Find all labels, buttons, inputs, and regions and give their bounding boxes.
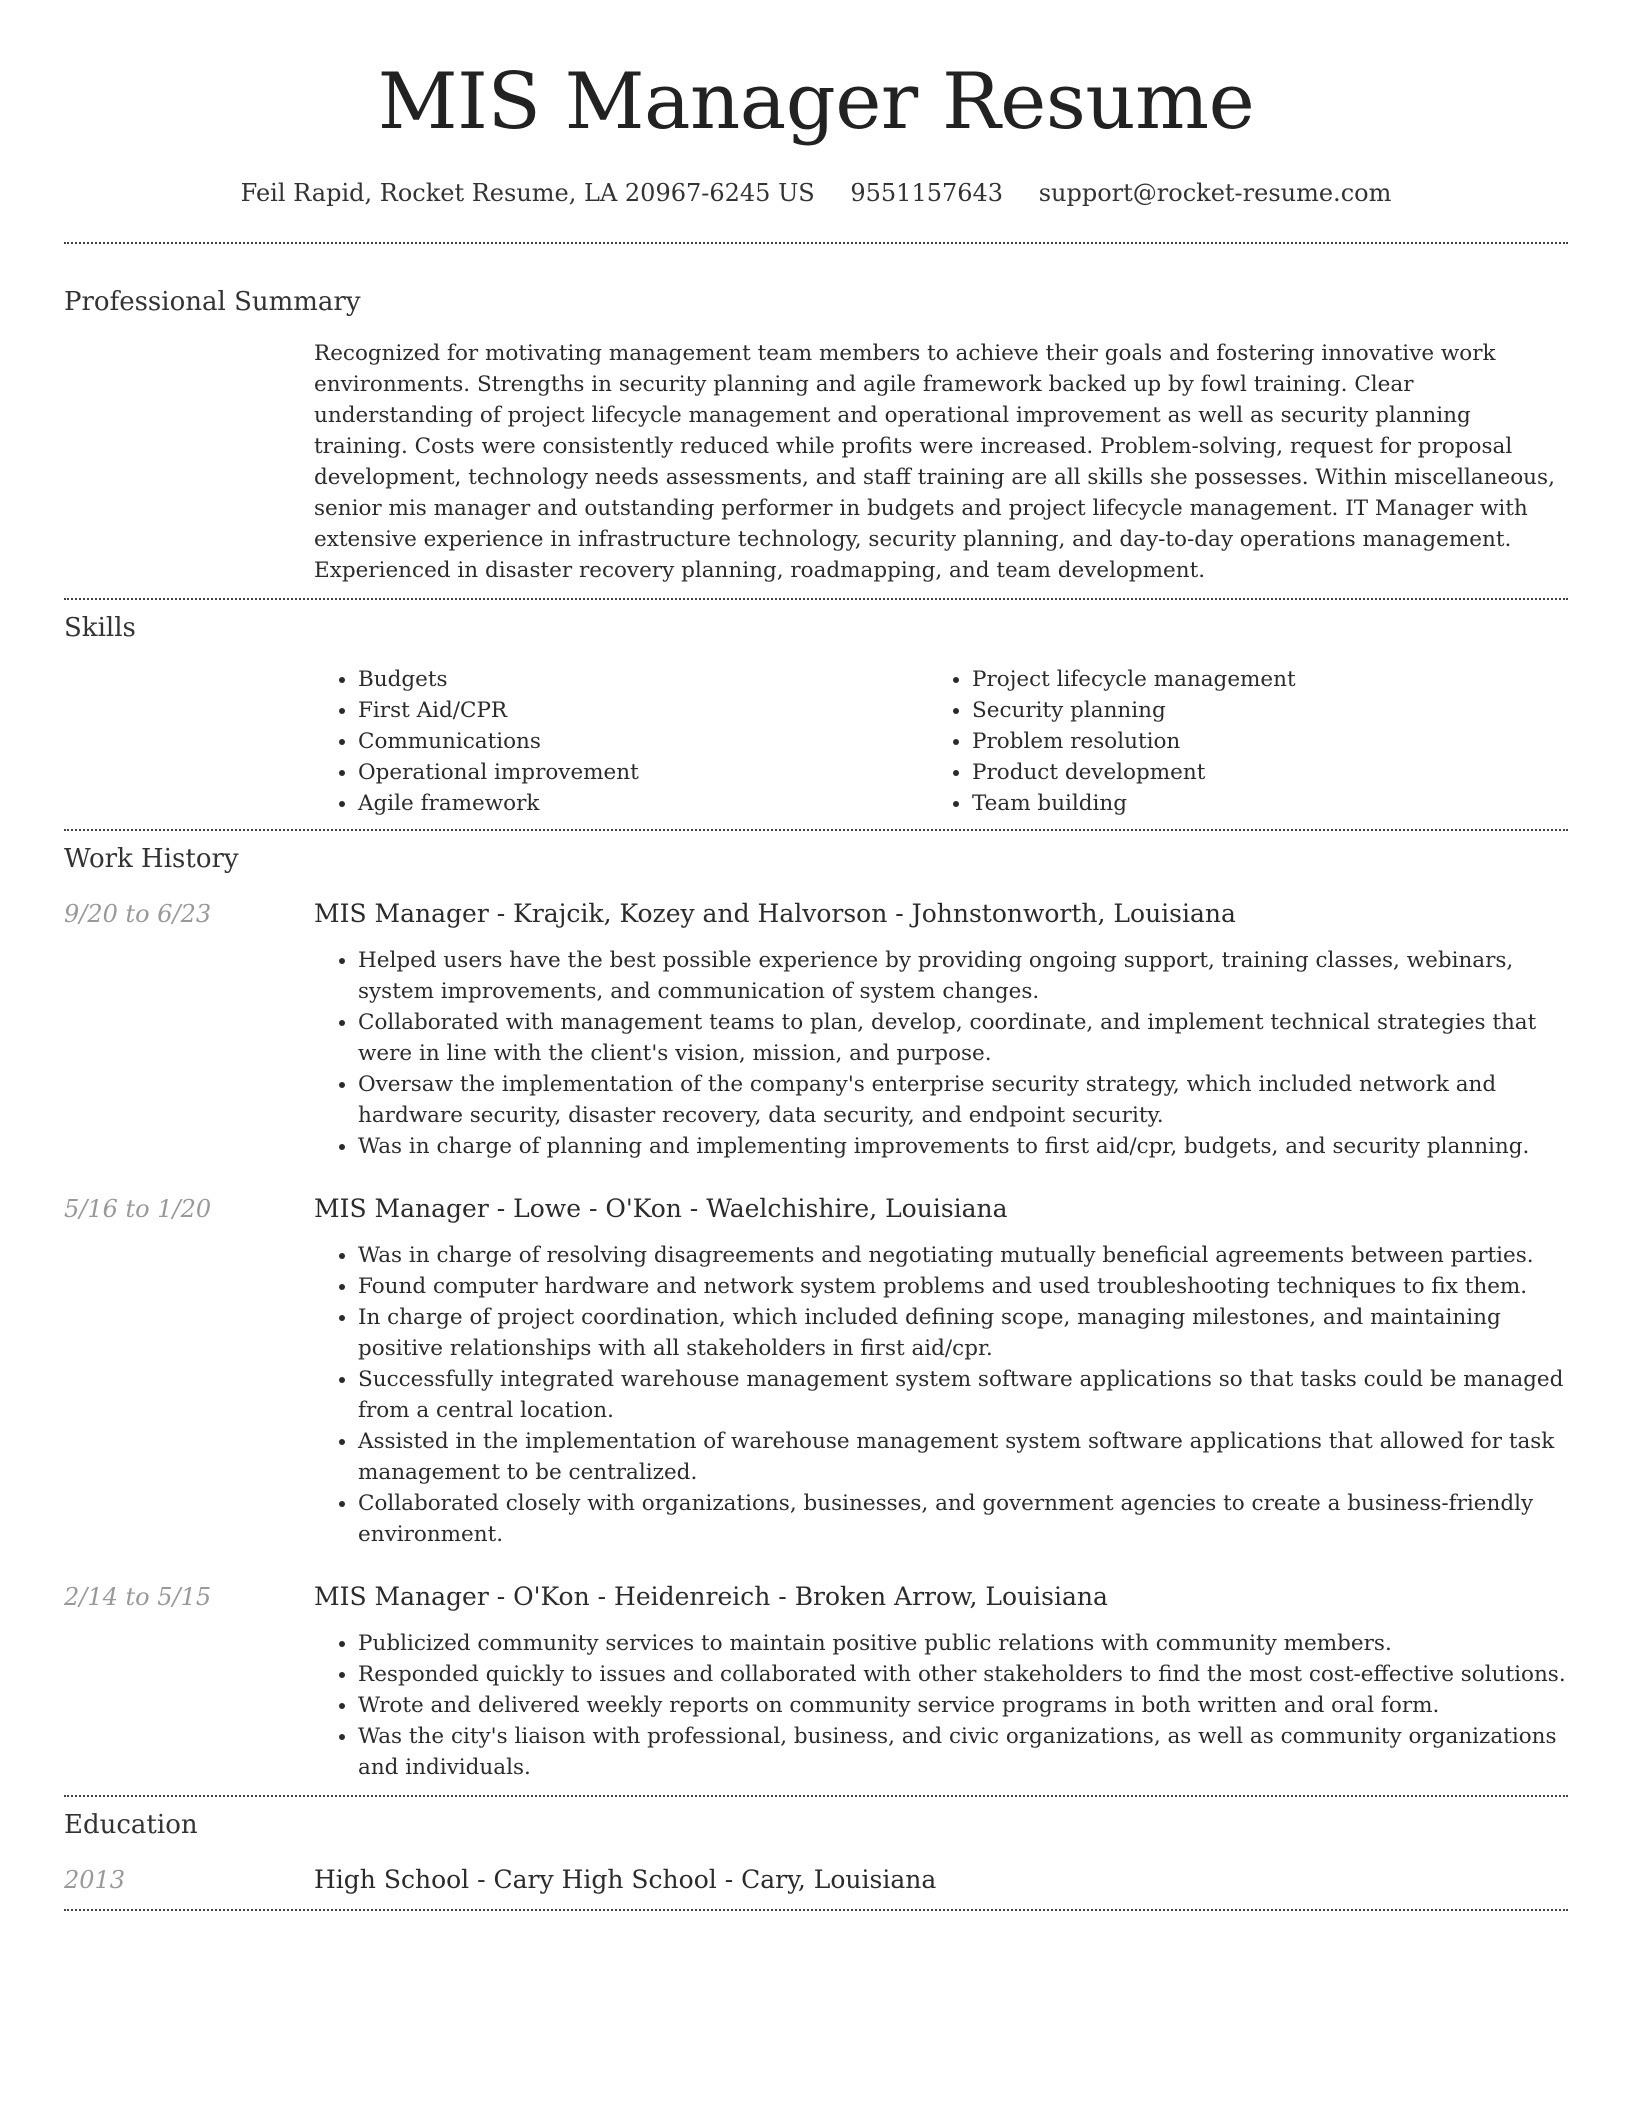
education-year: 2013 [64,1866,126,1894]
job-title: MIS Manager - Krajcik, Kozey and Halvorson - Johnstonworth, Louisiana [314,899,1236,928]
job-bullet: • Found computer hardware and network system problems and used troubleshooting techniques to fix them. [358,1271,1568,1302]
job-bullet: • Publicized community services to maintain positive public relations with community members. [358,1628,1568,1659]
job-bullet: • Responded quickly to issues and collaborated with other stakeholders to find the most cost-effective solutions. [358,1659,1568,1690]
skill-item: • Project lifecycle management [972,664,1542,695]
job-bullet: • Collaborated with management teams to plan, develop, coordinate, and implement technical strategies that were in line with the client's vision, mission, and purpose. [358,1007,1568,1069]
skills-column-right [928,664,1542,819]
job-bullet: • In charge of project coordination, which included defining scope, managing milestones, and maintaining positive relationships with all stakeholders in first aid/cpr. [358,1302,1568,1364]
education-section [64,1807,1568,1897]
skill-item: • Agile framework [358,788,928,819]
job-bullets [314,1240,1568,1550]
summary-text: Recognized for motivating management team members to achieve their goals and fostering innovative work environments. Strengths in security planning and agile framework backed up by fowl training. Clear understanding of project lifecycle management and operational improvement as well as security planning training. Costs were consistently reduced while profits were increased. Problem-solving, request for proposal development, technology needs assessments, and staff training are all skills she possesses. Within miscellaneous, senior mis manager and outstanding performer in budgets and project lifecycle management. IT Manager with extensive experience in infrastructure technology, security planning, and day-to-day operations management. Experienced in disaster recovery planning, roadmapping, and team development. [314,341,1555,583]
skill-item: • Security planning [972,695,1542,726]
skill-item: • Operational improvement [358,757,928,788]
job-title: MIS Manager - Lowe - O'Kon - Waelchishire, Louisiana [314,1194,1008,1223]
skill-item: • Problem resolution [972,726,1542,757]
education-title: High School - Cary High School - Cary, Louisiana [314,1865,937,1894]
job-dates: 5/16 to 1/20 [64,1195,212,1223]
job-bullet: • Helped users have the best possible experience by providing ongoing support, training classes, webinars, system improvements, and communication of system changes. [358,945,1568,1007]
skill-item: • Team building [972,788,1542,819]
skills-list [314,664,1568,819]
divider [64,1909,1568,1911]
job-bullet: • Was the city's liaison with professional, business, and civic organizations, as well as community organizations and individuals. [358,1721,1568,1783]
work-history-heading: Work History [64,844,239,874]
job-bullet: • Collaborated closely with organizations, businesses, and government agencies to create a business-friendly environment. [358,1488,1568,1550]
job-dates: 9/20 to 6/23 [64,900,212,928]
job-bullets [314,1628,1568,1783]
skill-item: • Budgets [358,664,928,695]
skills-heading: Skills [64,613,136,643]
education-heading: Education [64,1810,198,1840]
summary-section [64,284,1568,586]
contact-address: Feil Rapid, Rocket Resume, LA 20967-6245 US [240,179,815,207]
skills-column-left [314,664,928,819]
job-bullet: • Wrote and delivered weekly reports on community service programs in both written and oral form. [358,1690,1568,1721]
skill-item: • Communications [358,726,928,757]
job-bullet: • Was in charge of resolving disagreements and negotiating mutually beneficial agreements between parties. [358,1240,1568,1271]
summary-heading: Professional Summary [64,287,361,317]
job-dates: 2/14 to 5/15 [64,1583,212,1611]
skill-item: • First Aid/CPR [358,695,928,726]
divider [64,1795,1568,1797]
divider [64,242,1568,244]
resume-title: MIS Manager Resume [377,57,1255,147]
divider [64,829,1568,831]
job-entry [64,897,1568,1162]
job-bullet: • Oversaw the implementation of the company's enterprise security strategy, which included network and hardware security, disaster recovery, data security, and endpoint security. [358,1069,1568,1131]
skill-item: • Product development [972,757,1542,788]
education-entry [64,1863,1568,1897]
job-bullets [314,945,1568,1162]
contact-phone: 9551157643 [850,179,1004,207]
contact-email: support@rocket-resume.com [1038,179,1392,207]
job-entry [64,1192,1568,1550]
divider [64,598,1568,600]
work-history-section [64,841,1568,1783]
job-entry [64,1580,1568,1783]
job-bullet: • Successfully integrated warehouse management system software applications so that tasks could be managed from a central location. [358,1364,1568,1426]
job-bullet: • Assisted in the implementation of warehouse management system software applications that allowed for task management to be centralized. [358,1426,1568,1488]
skills-section [64,610,1568,819]
job-bullet: • Was in charge of planning and implementing improvements to first aid/cpr, budgets, and security planning. [358,1131,1568,1162]
job-title: MIS Manager - O'Kon - Heidenreich - Broken Arrow, Louisiana [314,1582,1108,1611]
contact-info [64,176,1568,210]
